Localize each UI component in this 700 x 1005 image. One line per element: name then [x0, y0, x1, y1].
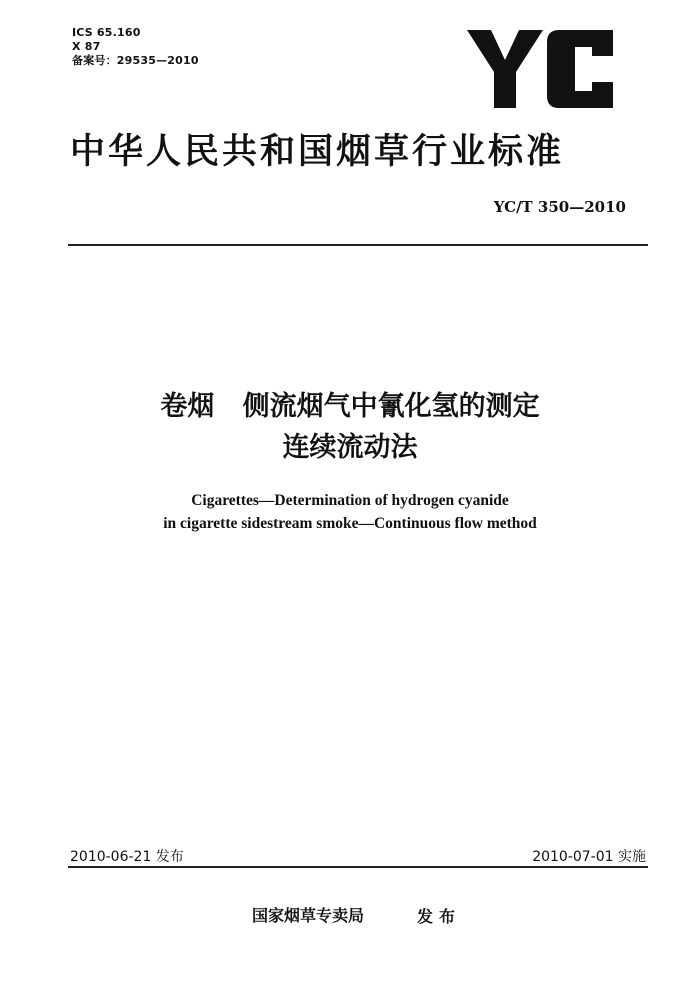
publisher-name: 国家烟草专卖局 [252, 906, 365, 925]
record-number: 备案号：29535—2010 [72, 54, 199, 67]
standard-number: YC/T 350—2010 [493, 198, 626, 216]
issued-label: 发布 [417, 907, 462, 926]
yc-logo [467, 30, 615, 112]
chinese-title-line-1: 卷烟 侧流烟气中氰化氢的测定 [160, 391, 540, 422]
chinese-title-line-2: 连续流动法 [282, 432, 418, 463]
ics-code: ICS 65.160 [72, 26, 141, 39]
classification-code: X 87 [72, 40, 101, 53]
bottom-divider [68, 866, 648, 868]
issue-date: 2010-06-21 发布 [70, 849, 184, 865]
organization-title: 中华人民共和国烟草行业标准 [70, 132, 565, 172]
top-divider [68, 244, 648, 246]
english-title-line-2: in cigarette sidestream smoke—Continuous flow method [163, 515, 537, 532]
implementation-date: 2010-07-01 实施 [532, 849, 646, 865]
english-title-line-1: Cigarettes—Determination of hydrogen cyanide [191, 492, 509, 509]
